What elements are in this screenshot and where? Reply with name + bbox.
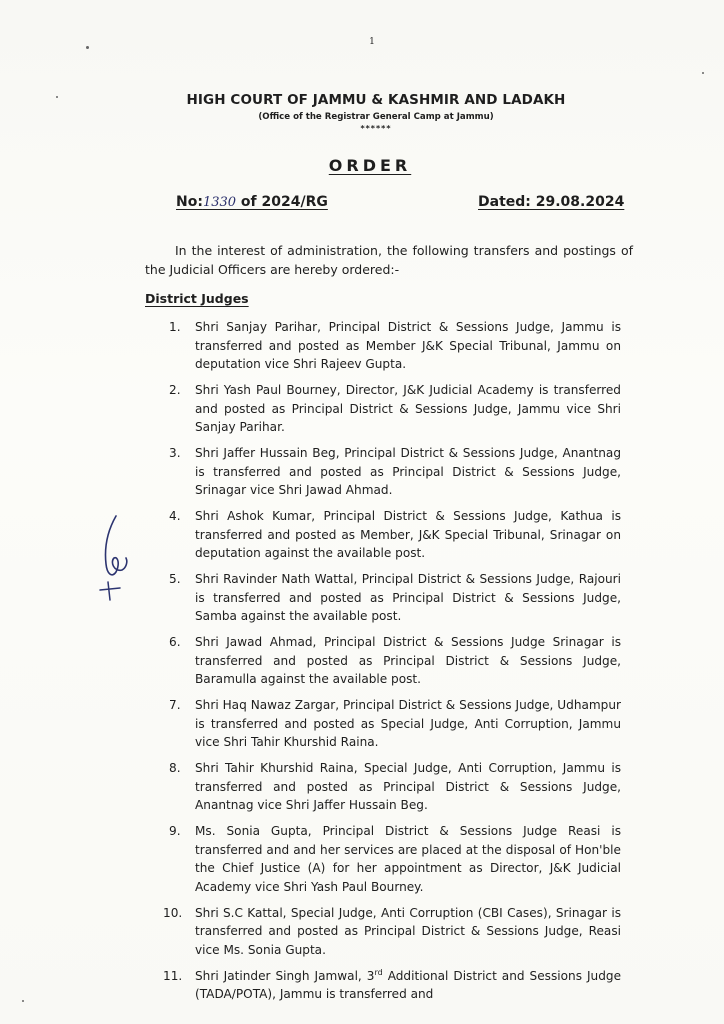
- list-item: [163, 822, 621, 896]
- item-text: Shri Ashok Kumar, Principal District & Sessions Judge, Kathua is transferred and posted as Member, J&K Special Tribunal, Srinagar on deputation against the available post.: [195, 509, 621, 560]
- item-text: Ms. Sonia Gupta, Principal District & Sessions Judge Reasi is transferred and and her services are placed at the disposal of Hon'ble the Chief Justice (A) for her appointment as Director, J&K Judicial Academy vice Shri Yash Paul Bourney.: [195, 824, 621, 894]
- item-number: 5.: [169, 572, 181, 586]
- list-item: [163, 444, 621, 500]
- item-number: 8.: [169, 761, 181, 775]
- item-number: 4.: [169, 509, 181, 523]
- list-item: [163, 696, 621, 752]
- item-number: 3.: [169, 446, 181, 460]
- item-number: 7.: [169, 698, 181, 712]
- order-heading: ORDER: [328, 156, 412, 175]
- section-heading-district-judges: District Judges: [145, 291, 249, 306]
- scan-speck: [56, 96, 58, 98]
- list-item: [163, 318, 621, 374]
- handwritten-order-number: 1330: [202, 195, 237, 210]
- item-number: 2.: [169, 383, 181, 397]
- item-number: 11.: [163, 968, 183, 983]
- page-number: 1: [369, 37, 375, 47]
- list-item: [163, 904, 621, 960]
- list-item: [163, 570, 621, 626]
- item-text: Shri Yash Paul Bourney, Director, J&K Judicial Academy is transferred and posted as Principal District & Sessions Judge, Jammu vice Shri Sanjay Parihar.: [195, 383, 621, 434]
- item-number: 1.: [169, 320, 181, 334]
- item-text: Shri Jawad Ahmad, Principal District & Sessions Judge Srinagar is transferred and posted as Principal District & Sessions Judge, Baramulla against the available post.: [195, 635, 621, 686]
- list-item: [163, 967, 621, 1004]
- item-text-before: Shri Jatinder Singh Jamwal, 3: [195, 968, 375, 983]
- scan-speck: [86, 46, 89, 49]
- item-number: 10.: [163, 905, 183, 920]
- item-number: 9.: [169, 824, 181, 838]
- item-text: [195, 969, 621, 1002]
- list-item: [163, 759, 621, 815]
- item-text: Shri Jaffer Hussain Beg, Principal District & Sessions Judge, Anantnag is transferred and posted as Principal District & Sessions Judge, Srinagar vice Shri Jawad Ahmad.: [195, 446, 621, 497]
- order-number: [176, 194, 328, 210]
- item-number: 6.: [169, 635, 181, 649]
- list-item: [163, 381, 621, 437]
- item-text: Shri S.C Kattal, Special Judge, Anti Corruption (CBI Cases), Srinagar is transferred and posted as Principal District & Sessions Judge, Reasi vice Ms. Sonia Gupta.: [195, 905, 621, 957]
- scan-speck: [702, 72, 704, 74]
- order-number-prefix: No:: [176, 194, 203, 210]
- ordinal-suffix: rd: [374, 967, 383, 977]
- order-date: Dated: 29.08.2024: [478, 194, 625, 210]
- item-text: Shri Ravinder Nath Wattal, Principal District & Sessions Judge, Rajouri is transferred and posted as Principal District & Sessions Judge, Samba against the available post.: [195, 572, 621, 623]
- item-text-after: Additional District and Sessions Judge (TADA/POTA), Jammu is transferred and: [195, 968, 622, 1001]
- item-text: Shri Haq Nawaz Zargar, Principal District & Sessions Judge, Udhampur is transferred and posted as Special Judge, Anti Corruption, Jammu vice Shri Tahir Khurshid Raina.: [195, 698, 621, 749]
- intro-paragraph: In the interest of administration, the following transfers and postings of the Judicial Officers are hereby ordered:-: [145, 243, 633, 277]
- item-text: Shri Sanjay Parihar, Principal District & Sessions Judge, Jammu is transferred and posted as Member J&K Special Tribunal, Jammu on deputation vice Shri Rajeev Gupta.: [195, 320, 621, 371]
- list-item: [163, 633, 621, 689]
- item-text: Shri Tahir Khurshid Raina, Special Judge, Anti Corruption, Jammu is transferred and posted as Principal District & Sessions Judge, Anantnag vice Shri Jaffer Hussain Beg.: [195, 761, 621, 812]
- transfer-list: [163, 318, 621, 1011]
- office-subtitle: (Office of the Registrar General Camp at Jammu): [258, 112, 494, 122]
- stars-divider: ******: [360, 124, 392, 133]
- order-number-suffix: of 2024/RG: [236, 194, 328, 210]
- scan-speck: [22, 1000, 24, 1002]
- handwritten-signature: [96, 512, 138, 604]
- list-item: [163, 507, 621, 563]
- court-title: HIGH COURT OF JAMMU & KASHMIR AND LADAKH: [186, 92, 566, 108]
